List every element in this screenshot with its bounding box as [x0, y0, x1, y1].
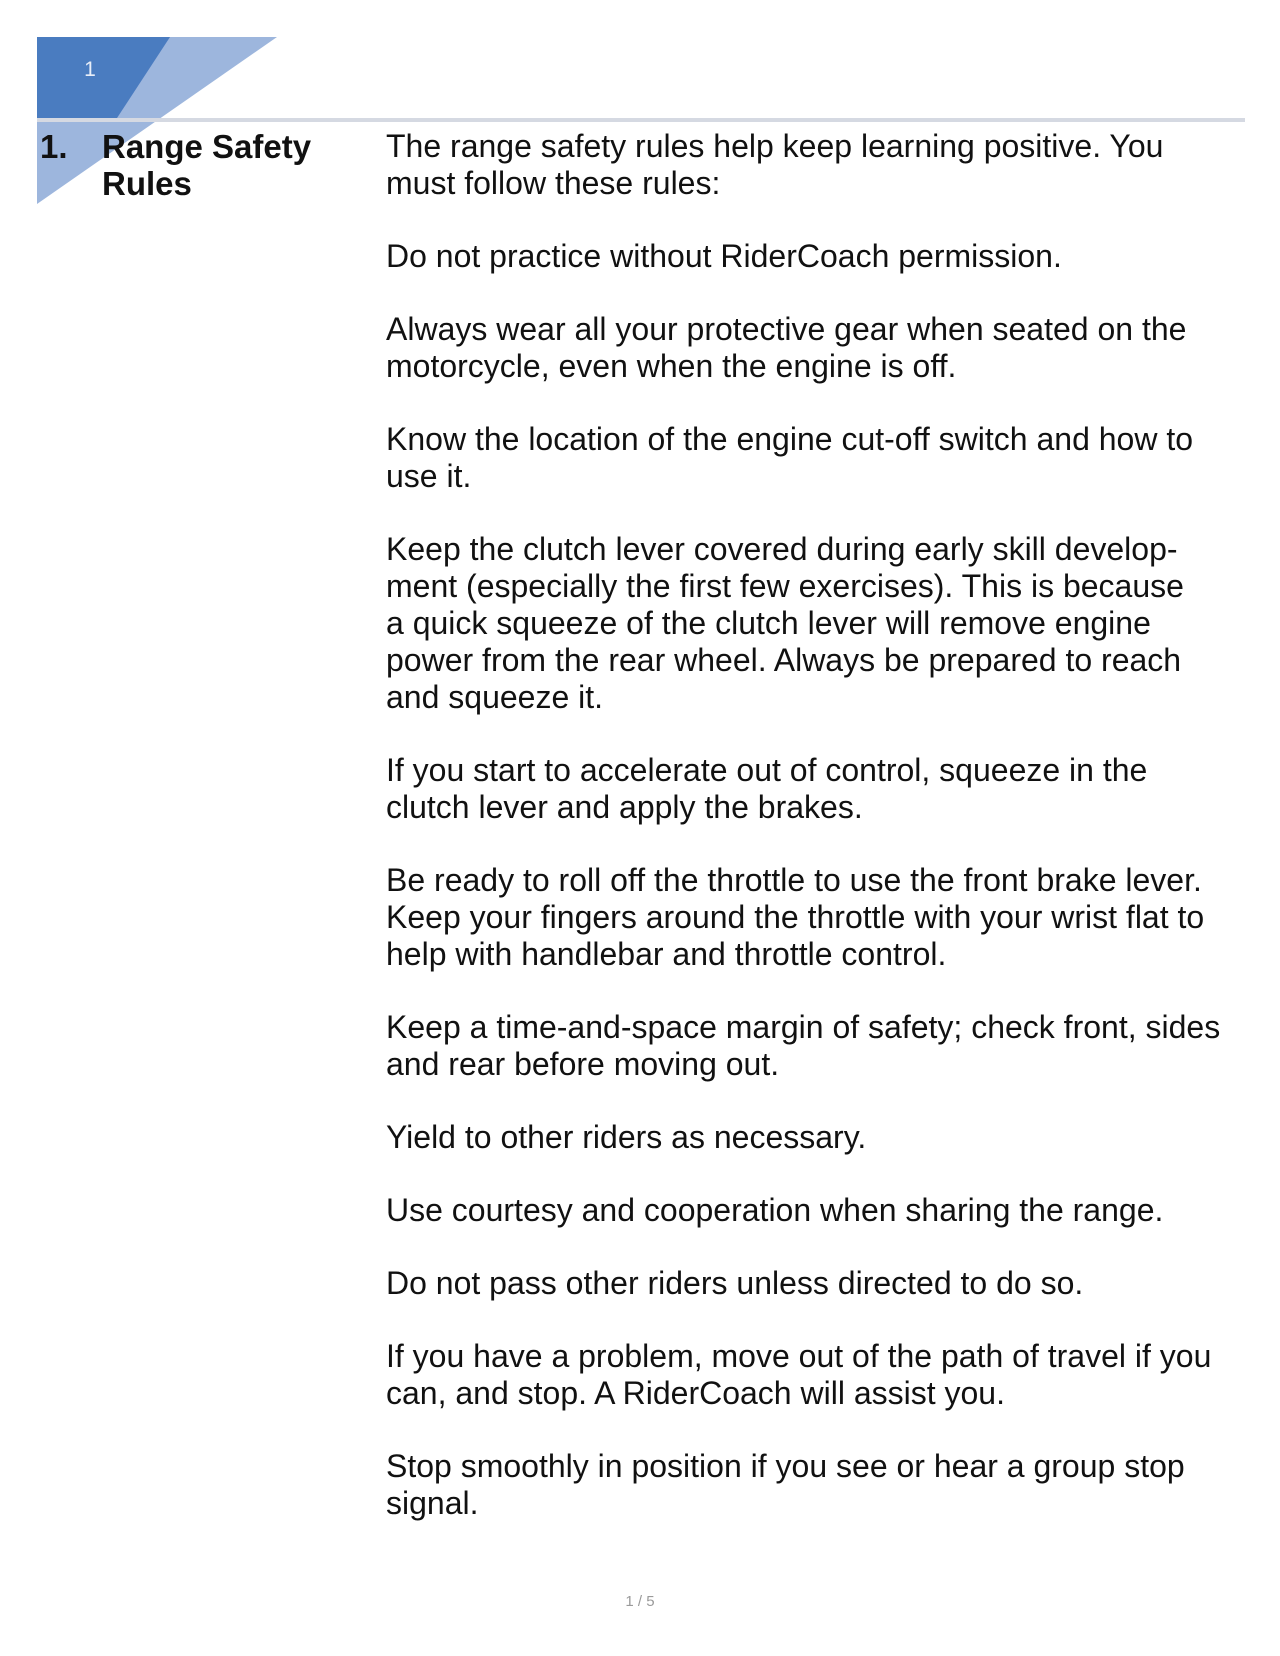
section-heading: [40, 128, 360, 202]
rule-paragraph: Yield to other riders as necessary.: [386, 1119, 867, 1155]
page-badge-number: 1: [84, 58, 96, 81]
rule-paragraph: Do not pass other riders unless directed to do so.: [386, 1265, 1084, 1301]
section-number: 1.: [40, 128, 68, 165]
rule-paragraph: Do not practice without RiderCoach permission.: [386, 238, 1062, 274]
rule-paragraph: Be ready to roll off the throttle to use the front brake lever. Keep your fingers around the throttle with your wrist flat to help with handlebar and throttle control.: [386, 862, 1205, 972]
rule-paragraph: Keep the clutch lever covered during early skill develop- ment (especially the first few exercises). This is because a quick squeeze of the clutch lever will remove engine power from the rear wheel. Always be prepared to reach and squeeze it.: [386, 531, 1184, 715]
rule-paragraph: If you start to accelerate out of control, squeeze in the clutch lever and apply the brakes.: [386, 752, 1148, 825]
rules-content: [386, 128, 1248, 1558]
page-indicator: 1 / 5: [625, 1593, 655, 1610]
rule-paragraph: Always wear all your protective gear when seated on the motorcycle, even when the engine is off.: [386, 311, 1187, 384]
rule-paragraph: Stop smoothly in position if you see or hear a group stop signal.: [386, 1448, 1185, 1521]
rule-paragraph: If you have a problem, move out of the path of travel if you can, and stop. A RiderCoach will assist you.: [386, 1338, 1212, 1411]
paragraph-intro: The range safety rules help keep learning positive. You must follow these rules:: [386, 128, 1164, 201]
rule-paragraph: Know the location of the engine cut-off switch and how to use it.: [386, 421, 1194, 494]
rule-paragraph: Keep a time-and-space margin of safety; check front, sides and rear before moving out.: [386, 1009, 1221, 1082]
section-title: Range Safety Rules: [102, 128, 312, 202]
rule-paragraph: Use courtesy and cooperation when sharing the range.: [386, 1192, 1164, 1228]
